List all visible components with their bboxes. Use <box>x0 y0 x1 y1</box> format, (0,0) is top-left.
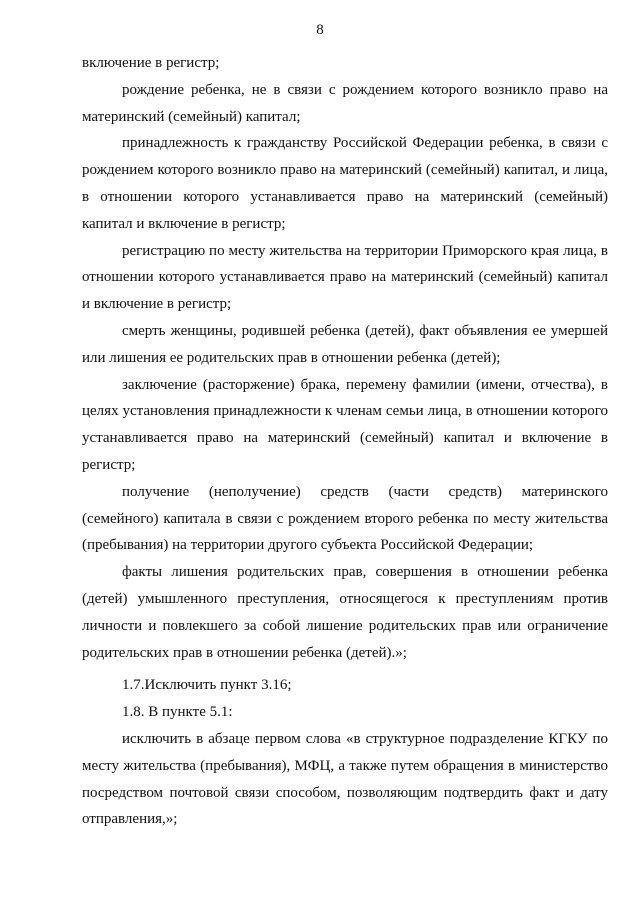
paragraph-parental-rights: факты лишения родительских прав, совершения в отношении ребенка (детей) умышленного преступления, относящегося к преступлениям против личности и повлекшего за собой лишение родительских прав или ограничение родительских прав в отношении ребенка (детей).»; <box>82 564 608 661</box>
paragraph-citizenship: принадлежность к гражданству Российской Федерации ребенка, в связи с рождением которого возникло право на материнский (семейный) капитал, и лица, в отношении которого устанавливается право на материнский (семейный) капитал и включение в регистр; <box>82 135 608 232</box>
page-number: 8 <box>316 22 324 38</box>
paragraph-item-1-8: 1.8. В пункте 5.1: <box>122 704 233 721</box>
paragraph-child-birth: рождение ребенка, не в связи с рождением которого возникло право на материнский (семейный) капитал; <box>82 81 608 125</box>
paragraph-marriage: заключение (расторжение) брака, перемену фамилии (имени, отчества), в целях установления принадлежности к членам семьи лица, в отношении которого устанавливается право на материнский (семейный) капитал и включение в регистр; <box>82 376 608 473</box>
paragraph-inclusion: включение в регистр; <box>82 55 220 71</box>
document-body <box>82 50 608 833</box>
paragraph-item-1-7: 1.7.Исключить пункт 3.16; <box>122 677 292 694</box>
paragraph-capital-funds: получение (неполучение) средств (части средств) материнского (семейного) капитала в связи с рождением второго ребенка по месту жительства (пребывания) на территории другого субъекта Российской Федерации; <box>82 483 608 554</box>
paragraph-death: смерть женщины, родившей ребенка (детей), факт объявления ее умершей или лишения ее родительских прав в отношении ребенка (детей); <box>82 322 608 366</box>
paragraph-registration: регистрацию по месту жительства на территории Приморского края лица, в отношении которого устанавливается право на материнский (семейный) капитал и включение в регистр; <box>82 242 608 313</box>
paragraph-exclude-words: исключить в абзаце первом слова «в структурное подразделение КГКУ по месту жительства (пребывания), МФЦ, а также путем обращения в министерство посредством почтовой связи способом, позволяющим подтвердить факт и дату отправления,»; <box>82 730 608 828</box>
